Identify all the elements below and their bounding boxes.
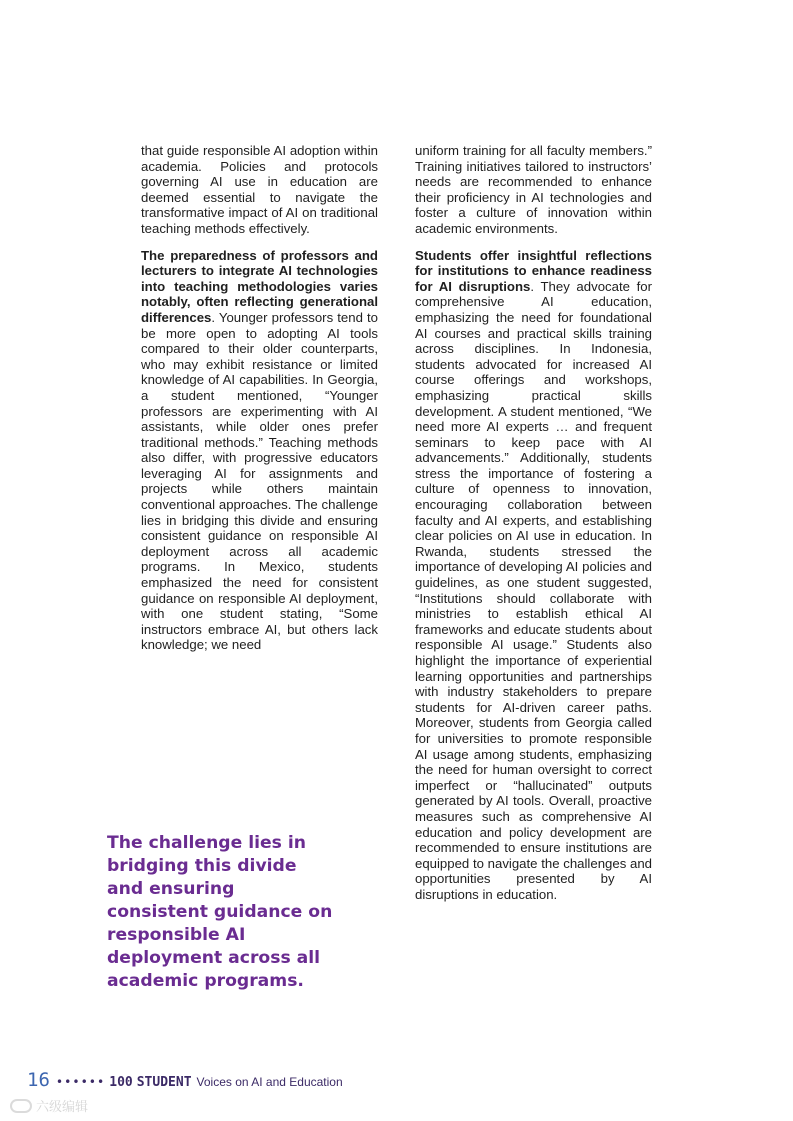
publication-word: STUDENT (136, 1075, 192, 1090)
page-footer (27, 1069, 343, 1091)
publication-number: 100 (109, 1075, 133, 1090)
watermark (10, 1096, 88, 1115)
left-paragraph-1: that guide responsible AI adoption within academia. Policies and protocols governing AI use in education are deemed essential to navigate the transformative impact of AI on traditional teaching methods effectively. (141, 143, 378, 236)
page-number: 16 (27, 1069, 50, 1091)
right-paragraph-2-lead: Students offer insightful reflections for institutions to enhance readiness for AI disruptions (415, 247, 652, 294)
left-paragraph-2 (141, 248, 378, 653)
right-paragraph-2-body: . They advocate for comprehensive AI education, emphasizing the need for foundational AI courses and practical skills training across disciplines. In Indonesia, students advocated for increased AI course offerings and workshops, emphasizing practical skills development. A student mentioned, “We need more AI experts … and frequent seminars to keep pace with AI advancements.” Additionally, students stress the importance of fostering a culture of openness to innovation, encouraging collaboration between faculty and AI experts, and establishing clear policies on AI use in education. In Rwanda, students stressed the importance of developing AI policies and guidelines, as one student suggested, “Institutions should collaborate with ministries to establish ethical AI frameworks and educate students about responsible AI usage.” Students also highlight the importance of experiential learning opportunities and partnerships with industry stakeholders to prepare students for AI-driven career paths. Moreover, students from Georgia called for universities to promote responsible AI usage among students, emphasizing the need for human oversight to correct imperfect or “hallucinated” outputs generated by AI tools. Overall, proactive measures such as comprehensive AI education and policy development are recommended to ensure institutions are equipped to navigate the challenges and opportunities presented by AI disruptions in education. (415, 278, 653, 902)
right-paragraph-2 (415, 248, 652, 903)
pull-quote: The challenge lies in bridging this divide and ensuring consistent guidance on responsible AI deployment across all academic programs. (107, 833, 333, 991)
left-paragraph-2-body: . Younger professors tend to be more open to adopting AI tools compared to their older counterparts, who may exhibit resistance or limited knowledge of AI capabilities. In Georgia, a student mentioned, “Younger professors are experimenting with AI assistants, while older ones prefer traditional methods.” Teaching methods also differ, with progressive educators leveraging AI for assignments and projects while others maintain conventional approaches. The challenge lies in bridging this divide and ensuring consistent guidance on responsible AI deployment across all academic programs. In Mexico, students emphasized the need for consistent guidance on responsible AI deployment, with one student stating, “Some instructors embrace AI, but others lack knowledge; we need (141, 309, 378, 653)
watermark-logo-icon (10, 1099, 32, 1113)
left-column (141, 143, 378, 664)
right-column (415, 143, 652, 914)
right-paragraph-1: uniform training for all faculty members.” Training initiatives tailored to instructors’ needs are recommended to enhance their proficiency in AI technologies and foster a culture of innovation within academic environments. (415, 143, 652, 236)
left-paragraph-2-lead: The preparedness of professors and lecturers to integrate AI technologies into teaching methodologies varies notably, often reflecting generational differences (141, 247, 378, 325)
publication-subtitle: Voices on AI and Education (196, 1075, 343, 1089)
footer-dots: •••••• (55, 1075, 106, 1089)
watermark-text: 六级编辑 (36, 1100, 89, 1115)
